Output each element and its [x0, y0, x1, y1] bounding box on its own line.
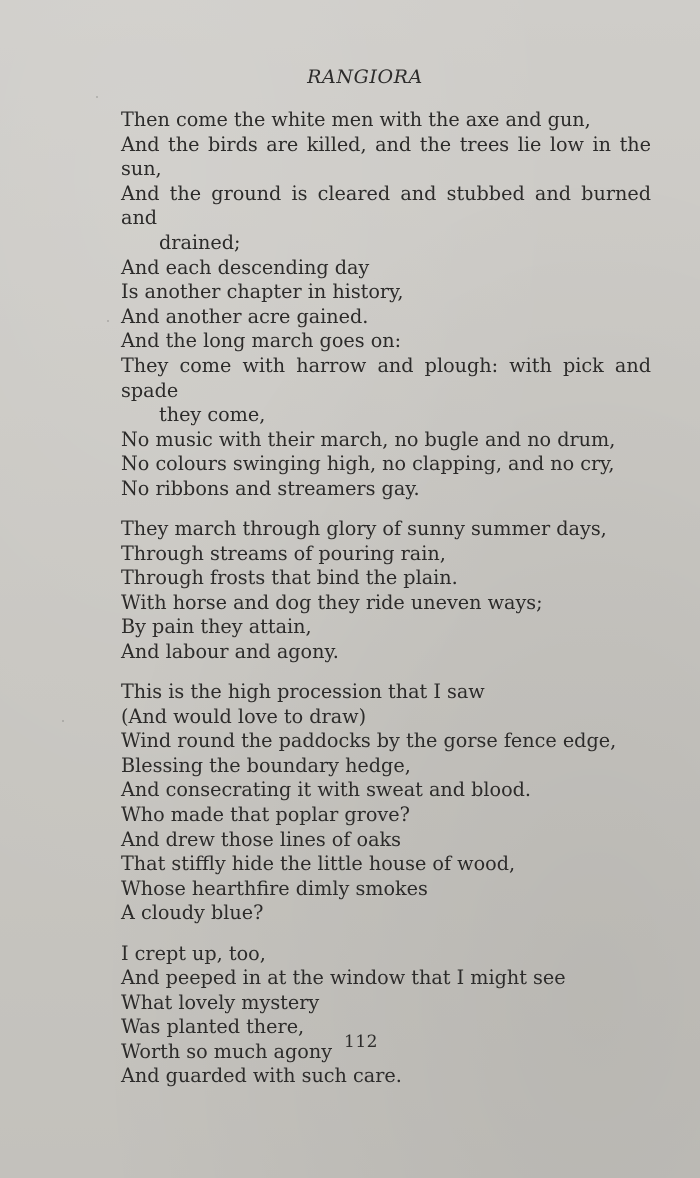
poem-line: A cloudy blue? [121, 901, 264, 925]
poem-line: No colours swinging high, no clapping, and no cry, [121, 452, 615, 476]
poem-line: And the birds are killed, and the trees lie low in the sun, [121, 132, 651, 181]
poem-line: Was planted there, [121, 1015, 305, 1039]
poem-line: By pain they attain, [121, 615, 312, 639]
poem-line: And the long march goes on: [121, 329, 402, 353]
poem-line: What lovely mystery [121, 990, 320, 1014]
stanza [121, 680, 651, 926]
poem-line: Through frosts that bind the plain. [121, 566, 458, 590]
poem-line: That stiffly hide the little house of wood, [121, 852, 516, 876]
paper-speck [96, 96, 98, 98]
poem-line: No music with their march, no bugle and no drum, [121, 427, 616, 451]
poem-line: They come with harrow and plough: with pick and spade [121, 353, 651, 402]
poem-line: With horse and dog they ride uneven ways; [121, 590, 543, 614]
page-number: 112 [344, 1032, 378, 1052]
poem-line: Whose hearthfire dimly smokes [121, 876, 428, 900]
poem-line: Then come the white men with the axe and gun, [121, 108, 591, 131]
poem-line: Is another chapter in history, [121, 280, 404, 304]
poem-line: And consecrating it with sweat and blood. [121, 778, 532, 802]
stanza [121, 517, 651, 665]
poem-body [121, 108, 651, 1089]
poem-line: And peeped in at the window that I might see [121, 966, 566, 990]
poem-line: And each descending day [121, 255, 370, 279]
stanza [121, 108, 651, 502]
paper-speck [62, 720, 64, 722]
poem-line: And labour and agony. [121, 639, 339, 663]
poem-line: And guarded with such care. [121, 1064, 402, 1088]
poem-line-continuation: drained; [159, 230, 241, 254]
poem-line: And another acre gained. [121, 304, 369, 328]
poem-line: No ribbons and streamers gay. [121, 476, 420, 500]
poem-line: Through streams of pouring rain, [121, 541, 446, 565]
poem-line: And drew those lines of oaks [121, 827, 401, 851]
poem-line-continuation: they come, [159, 403, 266, 427]
poem-line: Blessing the boundary hedge, [121, 753, 411, 777]
stanza [121, 942, 651, 1090]
poem-line: And the ground is cleared and stubbed and burned and [121, 181, 651, 230]
poem-line: I crept up, too, [121, 941, 266, 965]
poem-line: (And would love to draw) [121, 704, 367, 728]
poem-line: They march through glory of sunny summer days, [121, 517, 607, 540]
poem-line: Worth so much agony [121, 1039, 333, 1063]
poem-line: Who made that poplar grove? [121, 803, 410, 827]
running-head: RANGIORA [307, 66, 423, 88]
paper-speck [107, 320, 109, 322]
poem-line: Wind round the paddocks by the gorse fence edge, [121, 729, 617, 753]
poem-line: This is the high procession that I saw [121, 680, 485, 704]
